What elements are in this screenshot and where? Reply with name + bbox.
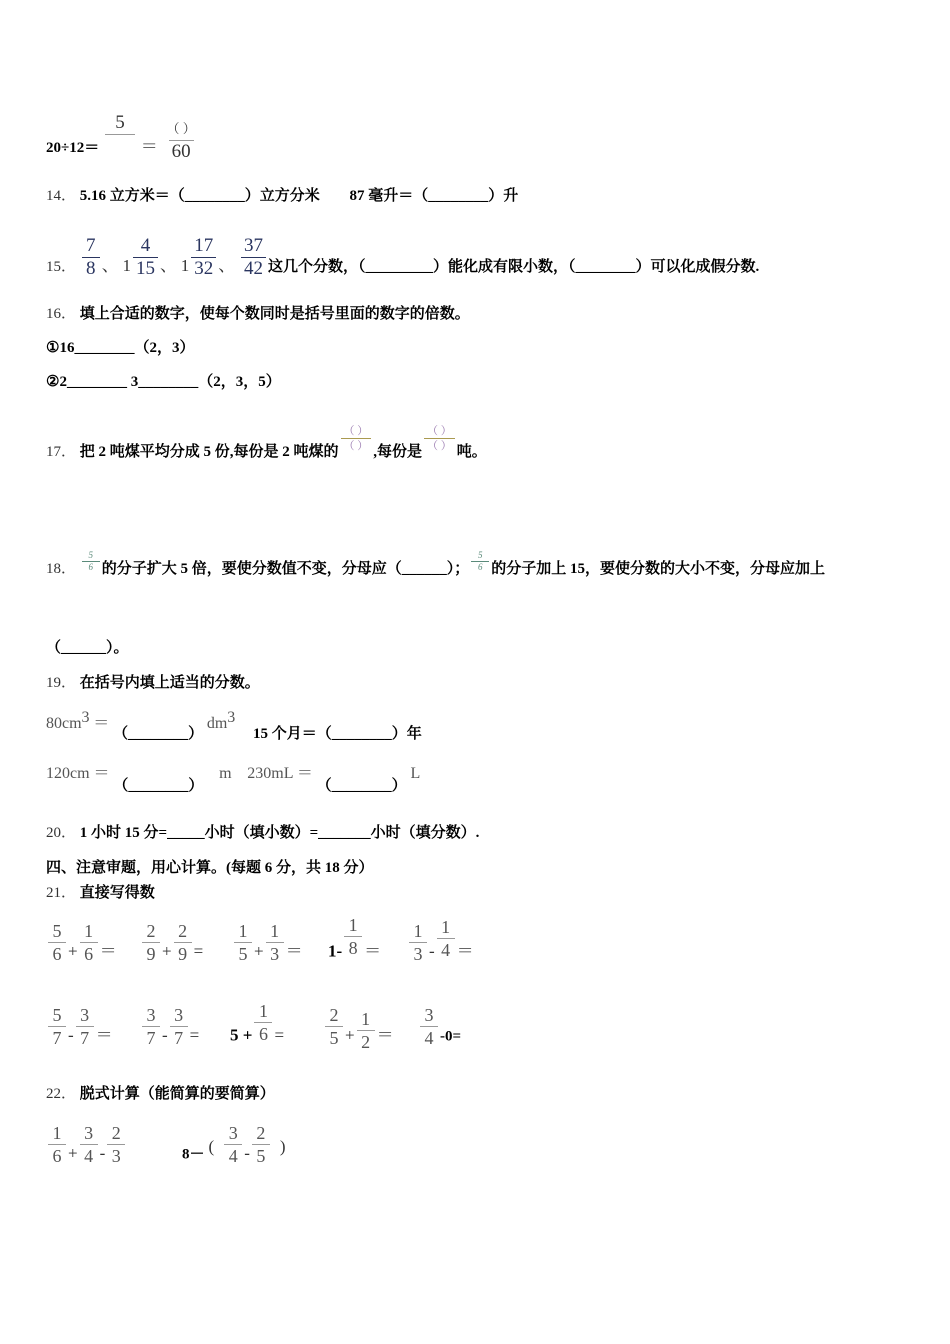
q17-line: 17． 把 2 吨煤平均分成 5 份,每份是 2 吨煤的 $\frac{( )}{( )}$ ,每份是 $\frac{( )}{( )}$ 吨。 bbox=[46, 425, 487, 460]
expression-2: 8－ ( $\frac{3}{4}$ - $\frac{2}{5}$ ) bbox=[182, 1123, 286, 1166]
fraction: $\frac{5}{7}$ bbox=[48, 1004, 66, 1049]
fraction: $\frac{17}{32}$ bbox=[191, 235, 216, 280]
fraction: 5 bbox=[105, 112, 135, 157]
fraction: $\frac{2}{9}$ bbox=[174, 920, 192, 965]
calc-item: $\frac{1}{5}$ + $\frac{1}{3}$ ＝ bbox=[232, 930, 303, 975]
fraction: $\frac{5}{6}$ bbox=[48, 920, 66, 965]
calc-item: $\frac{2}{9}$ + $\frac{2}{9}$ = bbox=[140, 930, 203, 975]
fraction: $\frac{1}{6}$ bbox=[254, 1000, 272, 1045]
q19-row1: $80cm^3$ ＝ （________） $dm^3$ 15 个月＝（________）年 bbox=[46, 709, 422, 742]
expression-1: $\frac{1}{6}$ + $\frac{3}{4}$ - $\frac{2}{3}$ bbox=[46, 1132, 127, 1177]
fraction: $\frac{1}{3}$ bbox=[266, 920, 284, 965]
fraction: $\frac{1}{5}$ bbox=[234, 920, 252, 965]
calc-item: $\frac{2}{5}$ + $\frac{1}{2}$ ＝ bbox=[323, 1014, 394, 1059]
fraction: $\frac{2}{5}$ bbox=[325, 1004, 343, 1049]
q21-title: 21． 直接写得数 bbox=[46, 885, 155, 901]
fraction: $\frac{( )}{60}$ bbox=[166, 121, 196, 162]
q13-line: 20÷12＝ 5 ＝ $\frac{( )}{60}$ bbox=[46, 126, 201, 171]
q16-a: ①16________（2，3） bbox=[46, 340, 195, 356]
calc-item: $\frac{1}{3}$ - $\frac{1}{4}$ ＝ bbox=[407, 930, 474, 975]
q19-title: 19． 在括号内填上适当的分数。 bbox=[46, 675, 260, 691]
fraction-blank[interactable]: $\frac{( )}{( )}$ bbox=[341, 424, 372, 453]
fraction: $\frac{2}{3}$ bbox=[107, 1122, 125, 1167]
calc-item: 5 + $\frac{1}{6}$ = bbox=[230, 1001, 285, 1045]
q15-line: 15． $\frac{7}{8}$ 、 1 $\frac{4}{15}$ 、 1 $\frac{17}{32}$ 、 $\frac{37}{42}$ 这几个分数，（_________）能化成有限小数，（________）可以化成假分数. bbox=[46, 235, 760, 279]
fraction: $\frac{3}{7}$ bbox=[76, 1004, 94, 1049]
calc-item: $\frac{5}{7}$ - $\frac{3}{7}$ ＝ bbox=[46, 1014, 113, 1059]
calc-item: 1- $\frac{1}{8}$ ＝ bbox=[328, 915, 382, 961]
q16-title: 16． 填上合适的数字，使每个数同时是括号里面的数字的倍数。 bbox=[46, 306, 470, 322]
fraction: $\frac{3}{4}$ bbox=[80, 1122, 98, 1167]
q14-line: 14． 5.16 立方米＝（________）立方分米 87 毫升＝（________）升 bbox=[46, 188, 519, 204]
blank[interactable]: （________） bbox=[113, 726, 204, 742]
calc-item: $\frac{3}{4}$ -0= bbox=[418, 1014, 461, 1059]
q18-line: 18． $\frac{5}{6}$ 的分子扩大 5 倍，要使分数值不变，分母应（______）； $\frac{5}{6}$ 的分子加上 15，要使分数的大小不变，分母应加上 bbox=[46, 550, 826, 577]
fraction: $\frac{37}{42}$ bbox=[241, 235, 266, 280]
fraction: $\frac{1}{4}$ bbox=[437, 916, 455, 961]
fraction: $\frac{1}{6}$ bbox=[80, 920, 98, 965]
q16-b: ②2________ 3________（2，3，5） bbox=[46, 374, 281, 390]
fraction: $\frac{3}{7}$ bbox=[170, 1004, 188, 1049]
fraction: $\frac{1}{8}$ bbox=[344, 914, 362, 959]
fraction: $\frac{5}{6}$ bbox=[471, 550, 489, 573]
fraction: $\frac{2}{5}$ bbox=[252, 1122, 270, 1167]
fraction: $\frac{2}{9}$ bbox=[142, 920, 160, 965]
fraction: $\frac{3}{7}$ bbox=[142, 1004, 160, 1049]
q18-answer-line: （______）。 bbox=[46, 640, 129, 656]
fraction-blank[interactable]: $\frac{( )}{( )}$ bbox=[424, 424, 455, 453]
fraction: $\frac{5}{6}$ bbox=[82, 550, 100, 573]
blank[interactable]: （________） bbox=[113, 778, 204, 794]
section-4-title: 四、注意审题，用心计算。(每题 6 分，共 18 分） bbox=[46, 860, 374, 876]
q20-line: 20． 1 小时 15 分=_____小时（填小数）=_______小时（填分数）. bbox=[46, 825, 480, 841]
fraction: $\frac{3}{4}$ bbox=[420, 1004, 438, 1049]
q22-title: 22． 脱式计算（能简算的要简算） bbox=[46, 1086, 275, 1102]
fraction: $\frac{1}{2}$ bbox=[357, 1008, 375, 1053]
q13-lhs: 20÷12＝ bbox=[46, 139, 100, 156]
q19-row2: 120cm ＝ （________） m 230mL ＝ （________） L bbox=[46, 765, 421, 794]
fraction: $\frac{1}{3}$ bbox=[409, 920, 427, 965]
fraction: $\frac{3}{4}$ bbox=[224, 1122, 242, 1167]
fraction: $\frac{4}{15}$ bbox=[133, 235, 158, 280]
calc-item: $\frac{5}{6}$ + $\frac{1}{6}$ ＝ bbox=[46, 930, 117, 975]
fraction: $\frac{1}{6}$ bbox=[48, 1122, 66, 1167]
blank[interactable]: （________） bbox=[316, 778, 407, 794]
calc-item: $\frac{3}{7}$ - $\frac{3}{7}$ = bbox=[140, 1014, 199, 1059]
fraction: $\frac{7}{8}$ bbox=[82, 235, 100, 280]
